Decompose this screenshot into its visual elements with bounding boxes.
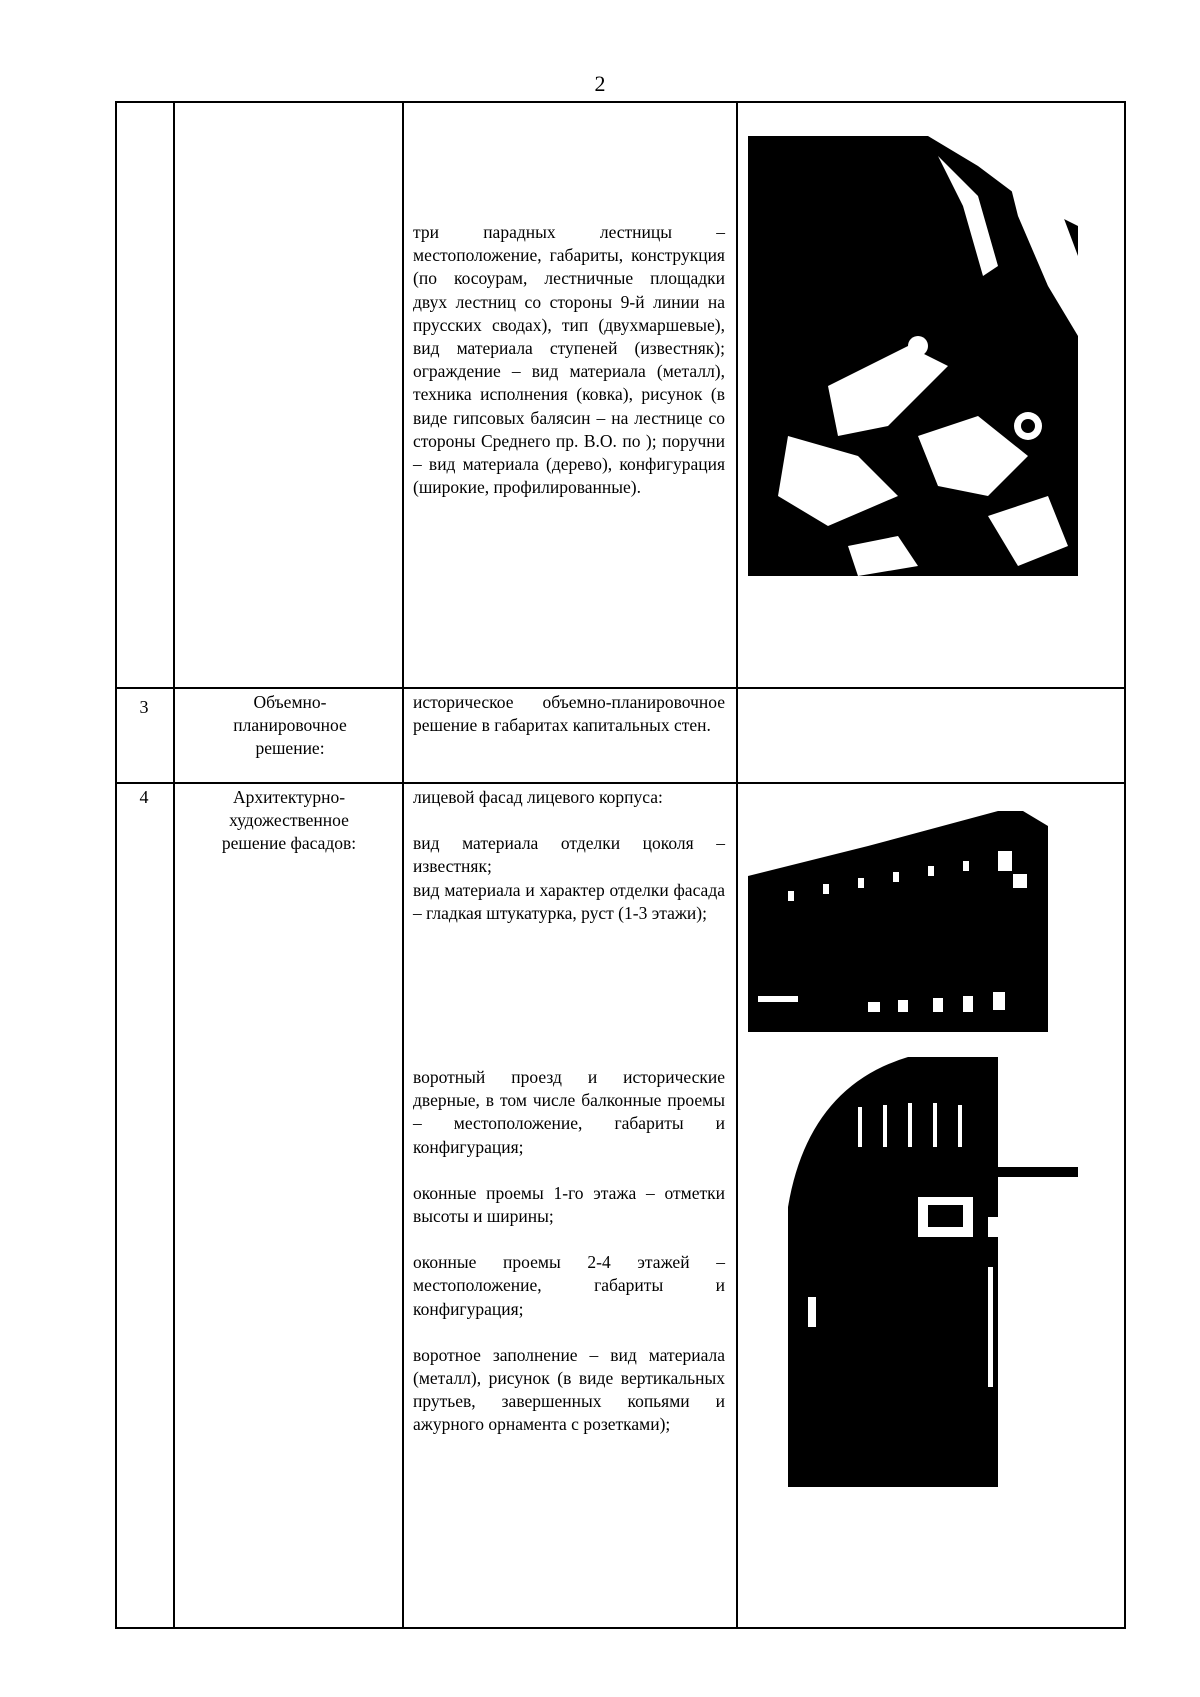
- column-divider: [1124, 101, 1126, 1629]
- column-divider: [402, 101, 404, 1629]
- row-name: Архитектурно-художественное решение фасадов:: [221, 787, 357, 854]
- description-paragraph: оконные проемы 2-4 этажей – местоположение, габариты и конфигурация;: [413, 1252, 725, 1319]
- description-paragraph: воротное заполнение – вид материала (металл), рисунок (в виде вертикальных прутьев, завершенных копьями и ажурного орнамента с розетками);: [413, 1344, 725, 1435]
- description-paragraph: историческое объемно-планировочное решение в габаритах капитальных стен.: [413, 692, 725, 736]
- row-number: 3: [139, 697, 149, 717]
- description-paragraph: воротный проезд и исторические дверные, в том числе балконные проемы – местоположение, габариты и конфигурация;: [413, 1067, 725, 1157]
- row-divider: [115, 782, 1126, 784]
- description-paragraph: лицевой фасад лицевого корпуса:: [413, 787, 663, 807]
- staircase-photo: [748, 136, 1078, 576]
- staircase-photo-image: [748, 136, 1078, 576]
- column-divider: [736, 101, 738, 1629]
- facade-photo-image: [748, 786, 1078, 1032]
- page-number: 2: [594, 71, 606, 96]
- description-paragraph: оконные проемы 1-го этажа – отметки высоты и ширины;: [413, 1182, 725, 1227]
- description-paragraph: вид материала отделки цоколя – известняк;: [413, 833, 725, 877]
- row-name: Объемно-планировочное решение:: [233, 692, 347, 759]
- description-paragraph: три парадных лестницы – местоположение, габариты, конструкция (по косоурам, лестничные площадки двух лестниц со стороны 9-й линии на прусских сводах), тип (двухмаршевые), вид материала ступеней (известняк); ограждение – вид материала (металл), техника исполнения (ковка), рисунок (в виде гипсовых балясин – на лестнице со стороны Среднего пр. В.О. по ); поручни – вид материала (дерево), конфигурация (широкие, профилированные).: [413, 222, 725, 498]
- table-bottom-border: [115, 1627, 1126, 1629]
- row-description-continued: [413, 1066, 725, 1437]
- row-description: [413, 786, 725, 925]
- gate-photo: [748, 1047, 1078, 1487]
- facade-photo: [748, 786, 1078, 1032]
- row-divider: [115, 687, 1126, 689]
- description-paragraph: вид материала и характер отделки фасада – гладкая штукатурка, руст (1-3 этажи);: [413, 879, 725, 923]
- row-description: [413, 221, 725, 499]
- column-divider: [173, 101, 175, 1629]
- row-description: [413, 691, 725, 737]
- column-divider: [115, 101, 117, 1629]
- gate-photo-image: [748, 1047, 1078, 1487]
- table-top-border: [115, 101, 1126, 103]
- row-number: 4: [139, 787, 149, 807]
